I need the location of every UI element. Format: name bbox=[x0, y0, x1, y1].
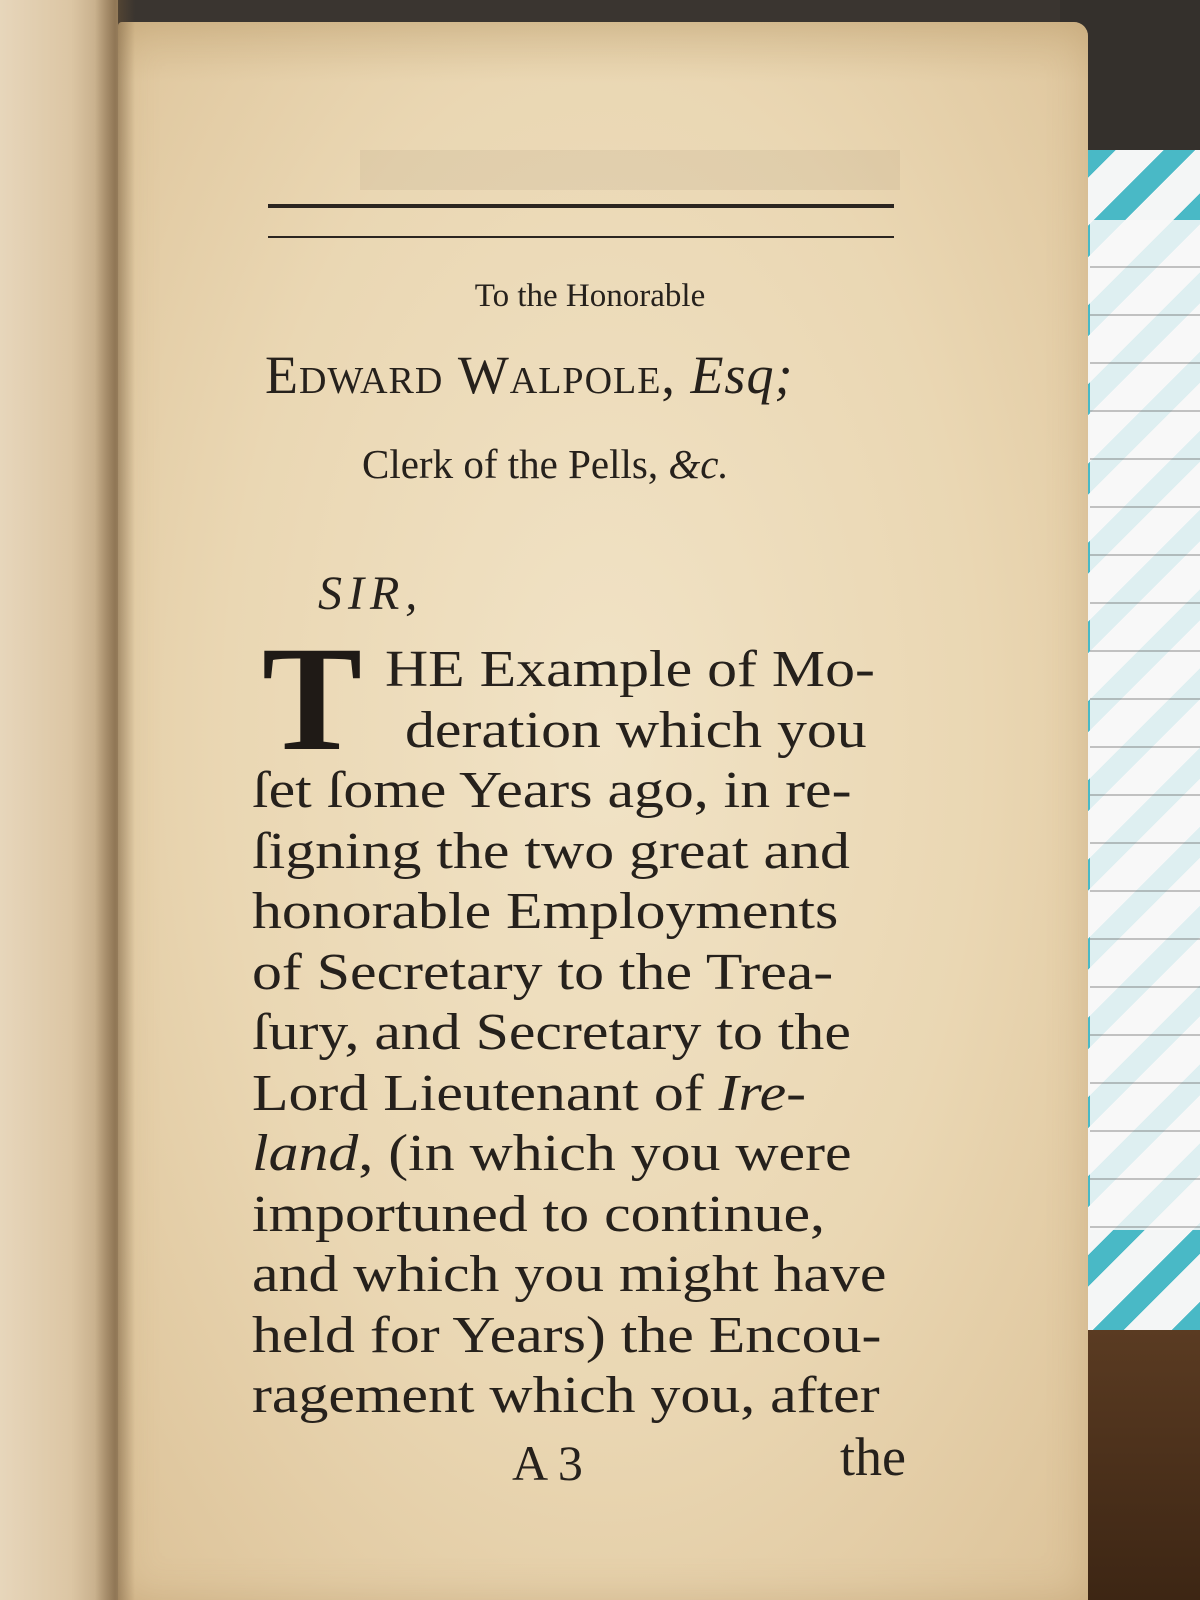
body-line bbox=[252, 1367, 880, 1424]
dedicatee-title bbox=[362, 440, 729, 488]
body-line-segment: ſury, and Secretary to the bbox=[252, 1004, 851, 1061]
body-line bbox=[252, 1185, 825, 1243]
body-line-segment: deration which you bbox=[405, 701, 867, 759]
dedication-header bbox=[0, 278, 1180, 315]
header-rule-thick bbox=[268, 204, 894, 208]
body-line-segment: importuned to continue, bbox=[252, 1185, 825, 1243]
signature-mark: A 3 bbox=[512, 1435, 583, 1491]
dedicatee-title-text: Clerk of the Pells, bbox=[362, 441, 659, 487]
body-line bbox=[252, 1125, 852, 1182]
body-line bbox=[252, 1004, 851, 1061]
header-rule-thin bbox=[268, 236, 894, 238]
dedicatee-title-suffix: &c. bbox=[668, 441, 729, 487]
body-line bbox=[405, 701, 867, 759]
body-line bbox=[385, 641, 875, 698]
body-line-segment: ſigning the two great and bbox=[252, 822, 850, 880]
body-line bbox=[252, 1306, 882, 1364]
dedicatee-first-name: Edward bbox=[265, 345, 444, 405]
dedicatee-suffix: Esq; bbox=[690, 345, 794, 405]
body-line bbox=[252, 822, 850, 880]
dedication-header-text: To the Honorable bbox=[474, 278, 706, 314]
body-line-segment: ragement which you, after bbox=[252, 1367, 880, 1424]
body-line-segment: and which you might have bbox=[252, 1246, 887, 1303]
body-line-segment: of Secretary to the Trea- bbox=[252, 943, 834, 1001]
page-top-shading bbox=[118, 22, 1088, 82]
body-line-segment: , (in which you were bbox=[358, 1125, 852, 1182]
notebook-ruled-page bbox=[1090, 220, 1200, 1230]
dedicatee-name bbox=[265, 344, 793, 406]
body-line bbox=[252, 1064, 807, 1122]
body-line-segment: ſet ſome Years ago, in re- bbox=[252, 762, 852, 819]
body-line-segment: land bbox=[252, 1125, 359, 1182]
body-line-segment: Ire- bbox=[718, 1064, 807, 1122]
body-line bbox=[252, 883, 839, 940]
show-through-shading bbox=[360, 150, 900, 190]
body-line bbox=[252, 943, 834, 1001]
body-line-segment: honorable Employments bbox=[252, 883, 839, 940]
body-line bbox=[252, 762, 852, 819]
dedicatee-last-name: Walpole, bbox=[457, 345, 676, 405]
book-gutter bbox=[95, 0, 135, 1600]
body-line-segment: HE Example of Mo- bbox=[385, 641, 875, 698]
body-line-segment: held for Years) the Encou- bbox=[252, 1306, 882, 1364]
salutation: SIR, bbox=[318, 567, 424, 620]
catchword: the bbox=[840, 1427, 906, 1487]
drop-cap: T bbox=[262, 616, 363, 782]
body-line bbox=[252, 1246, 887, 1303]
body-line-segment: Lord Lieutenant of bbox=[252, 1064, 719, 1122]
